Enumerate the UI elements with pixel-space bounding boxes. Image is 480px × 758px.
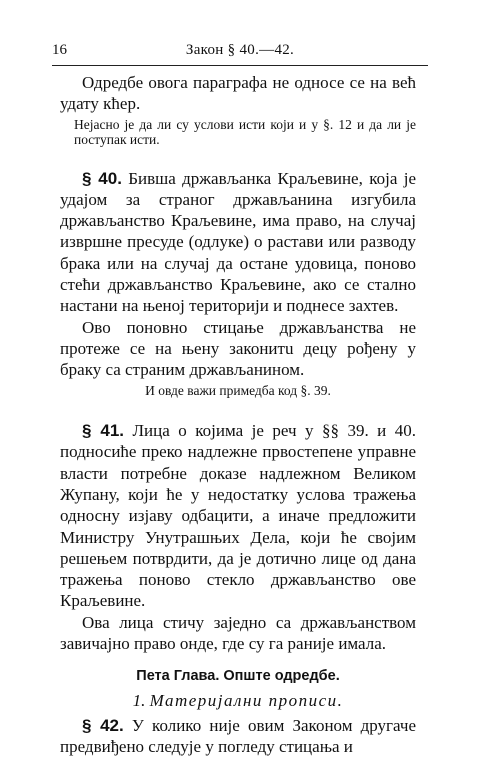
section-41-text: Лица о којима је реч у §§ 39. и 40. подносиће преко надлежне првостепене управне власти потребне доказе надлежном Великом Жупану, који ће у недостатку услова тражења односну изјаву одбацити, а иначе предложити Министру Унутрашњих Дела, који ће својим решењем потврдити, да је дотично лице од дана тражења поново стекло држављанство ове Краљевине. [60,421,417,611]
section-41 [60,420,416,612]
section-41-mark: § 41. [82,421,125,441]
footnote-2: И овде важи примедба код §. 39. [145,382,331,398]
section-40 [60,168,416,317]
subheading-text: Материјални прописи. [149,690,344,710]
header-rule [52,65,428,66]
chapter-heading: Пета Глава. Опште одредбе. [136,668,340,685]
section-40-paragraph-2: Ово поновно стицање држављанства не протеже се на њену законитu децу рођену у браку са страним држављанином. [60,317,416,380]
running-title: Закон § 40.—42. [185,42,295,58]
section-41-paragraph-2: Ова лица стичу заједно са држављанством завичајно право онде, где су га раније имала. [60,612,416,654]
subheading [60,690,416,711]
section-42-mark: § 42. [82,715,124,735]
page-number: 16 [52,42,67,58]
page-body [60,72,416,758]
page-header [52,42,428,62]
section-40-text: Бивша држављанка Краљевине, која је удајом за страног држављанина изгубила држављанство Краљевине, има право, на случај извршне пресуде (одлуке) о растави или разводу брака или на случај да остане удовица, поново стећи држављанство Краљевине, ако се стално настани на њеној територији и поднесе захтев. [60,168,416,316]
section-42 [60,715,416,758]
paragraph-1: Одредбе овога параграфа не односе се на већ удату кћер. [60,73,416,114]
section-42-text: У колико није овим Законом другаче предвиђено следује у погледу стицања и [60,715,416,757]
subheading-number: 1. [132,690,150,710]
section-40-mark: § 40. [82,168,122,188]
footnote-1: Нејасно је да ли су услови исти који и у §. 12 и да ли је поступак исти. [74,116,416,148]
